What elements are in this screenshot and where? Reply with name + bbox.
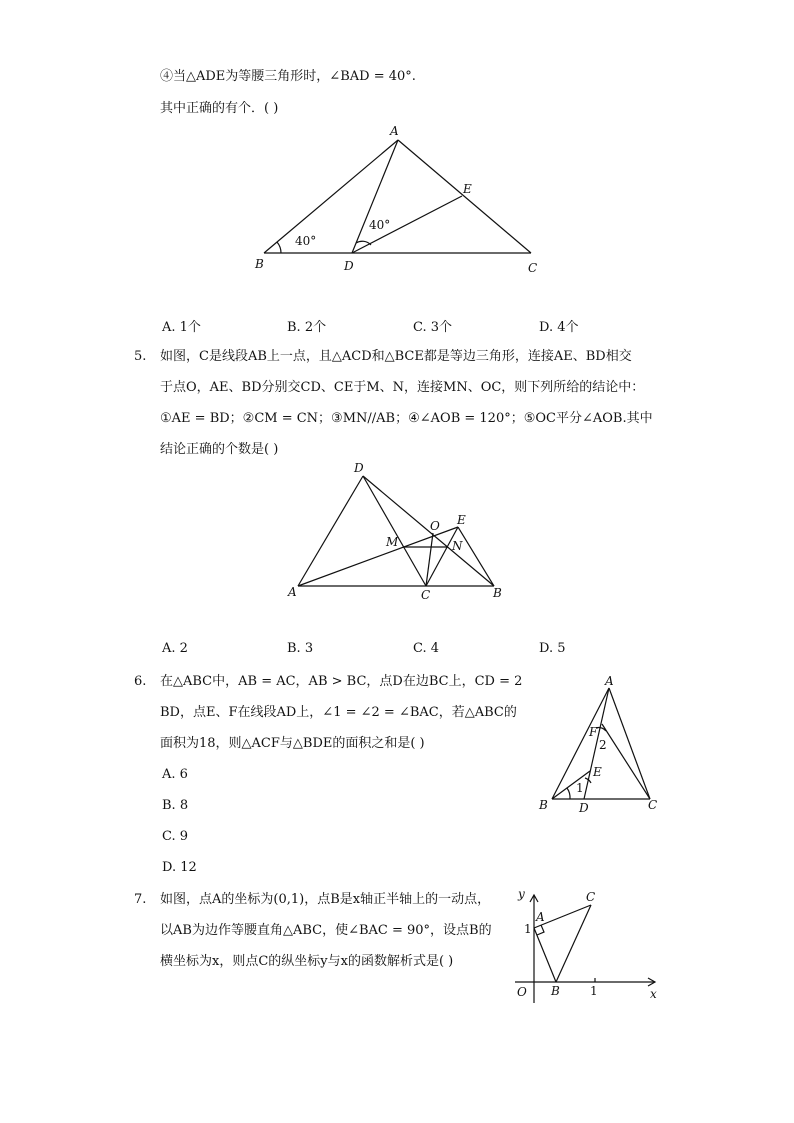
q6-option-a[interactable]: A. 6 xyxy=(162,767,188,782)
q7-line-2: 以AB为边作等腰直角△ABC，使∠BAC = 90°，设点B的 xyxy=(160,923,492,938)
q5-option-c[interactable]: C. 4 xyxy=(413,641,440,656)
q4-option-c[interactable]: C. 3个 xyxy=(413,320,453,335)
q7-label-O: O xyxy=(517,985,527,999)
q6-label-1: 1 xyxy=(576,781,584,795)
q4-label-C: C xyxy=(528,261,538,275)
q4-option-a[interactable]: A. 1个 xyxy=(162,320,201,335)
q7-label-C: C xyxy=(586,890,596,904)
q6-line-2: BD，点E、F在线段AD上，∠1 = ∠2 = ∠BAC，若△ABC的 xyxy=(160,705,517,720)
q7-line-3: 横坐标为x，则点C的纵坐标y与x的函数解析式是( ) xyxy=(160,954,454,969)
q4-label-B: B xyxy=(255,257,264,271)
q6-option-c[interactable]: C. 9 xyxy=(162,829,189,844)
q6-label-D: D xyxy=(579,801,589,815)
q5-line-4: 结论正确的个数是( ) xyxy=(160,442,279,457)
q7-label-1y: 1 xyxy=(524,922,532,936)
q4-statement-4: ④当△ADE为等腰三角形时，∠BAD = 40°. xyxy=(160,69,416,84)
q5-line-1: 如图，C是线段AB上一点，且△ACD和△BCE都是等边三角形，连接AE、BD相交 xyxy=(160,349,632,364)
q6-label-F: F xyxy=(589,725,598,739)
q6-line-3: 面积为18，则△ACF与△BDE的面积之和是( ) xyxy=(160,736,425,751)
q5-label-C: C xyxy=(421,588,431,602)
q5-label-A: A xyxy=(288,585,297,599)
q6-label-A: A xyxy=(605,674,614,688)
q6-option-b[interactable]: B. 8 xyxy=(162,798,189,813)
q5-line-2: 于点O，AE、BD分别交CD、CE于M、N，连接MN、OC，则下列所给的结论中： xyxy=(160,380,645,395)
q6-label-E: E xyxy=(593,765,602,779)
q6-number: 6. xyxy=(134,674,147,689)
q7-number: 7. xyxy=(134,892,147,907)
q5-option-d[interactable]: D. 5 xyxy=(539,641,566,656)
q5-label-O: O xyxy=(430,519,440,533)
q5-label-D: D xyxy=(354,461,364,475)
q6-label-C: C xyxy=(648,798,658,812)
q6-option-d[interactable]: D. 12 xyxy=(162,860,197,875)
q5-number: 5. xyxy=(134,349,147,364)
q4-label-A: A xyxy=(390,124,399,138)
q6-label-B: B xyxy=(539,798,548,812)
q7-label-A: A xyxy=(536,910,545,924)
q5-option-b[interactable]: B. 3 xyxy=(287,641,314,656)
q4-angle-D: 40° xyxy=(369,218,391,232)
q4-angle-B: 40° xyxy=(295,234,317,248)
q7-label-B: B xyxy=(551,984,560,998)
q6-label-2: 2 xyxy=(599,738,607,752)
q5-option-a[interactable]: A. 2 xyxy=(162,641,188,656)
q5-label-M: M xyxy=(386,535,399,549)
q5-line-3: ①AE = BD；②CM = CN；③MN//AB；④∠AOB = 120°；⑤OC平分∠AOB.其中 xyxy=(160,411,653,426)
q4-label-D: D xyxy=(344,259,354,273)
q7-label-y: y xyxy=(518,887,525,901)
q4-label-E: E xyxy=(463,182,472,196)
q6-line-1: 在△ABC中，AB = AC，AB > BC，点D在边BC上，CD = 2 xyxy=(160,674,523,689)
q5-label-E: E xyxy=(457,513,466,527)
q5-label-N: N xyxy=(452,539,463,553)
q4-option-d[interactable]: D. 4个 xyxy=(539,320,579,335)
q5-label-B: B xyxy=(493,586,502,600)
q7-line-1: 如图，点A的坐标为(0,1)，点B是x轴正半轴上的一动点， xyxy=(160,892,491,907)
q7-label-1x: 1 xyxy=(590,984,598,998)
q4-question: 其中正确的有个．( ) xyxy=(160,101,279,116)
q4-option-b[interactable]: B. 2个 xyxy=(287,320,327,335)
q7-label-x: x xyxy=(650,987,657,1001)
